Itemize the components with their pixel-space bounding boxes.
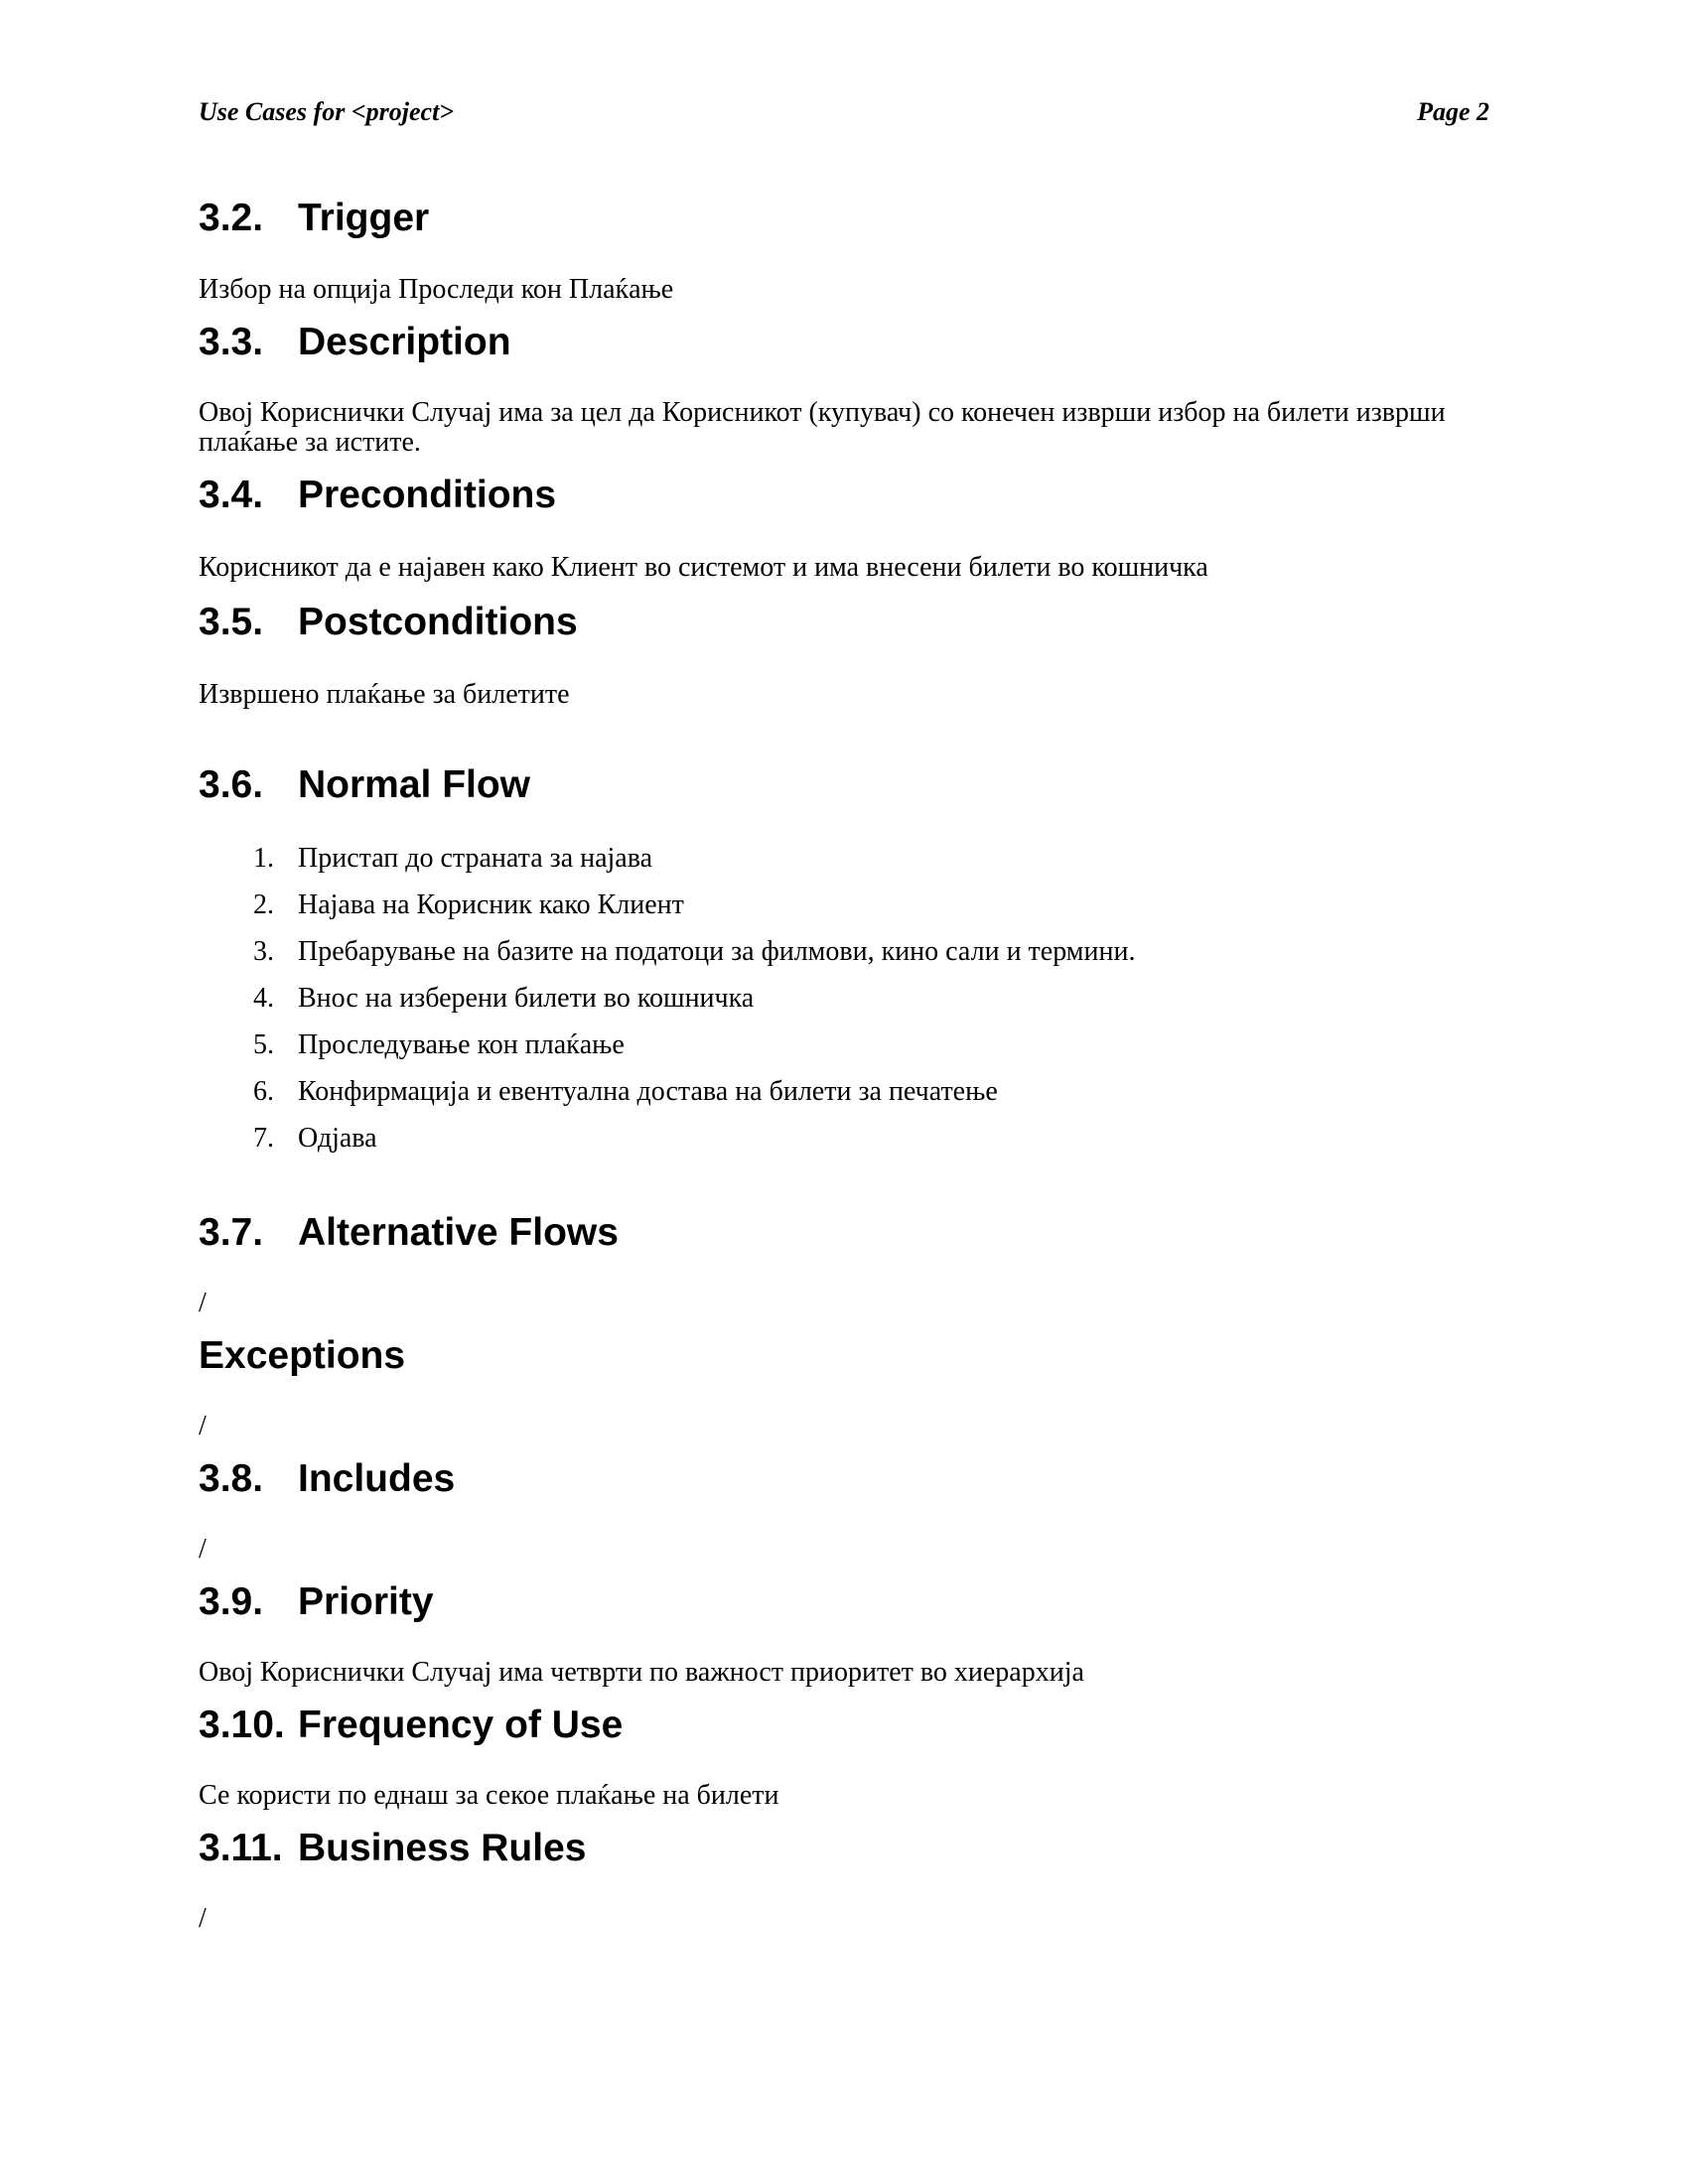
heading-title: Exceptions: [199, 1334, 406, 1377]
heading-title: Alternative Flows: [298, 1211, 619, 1254]
heading-title: Description: [298, 321, 511, 363]
list-item: [199, 1028, 1135, 1075]
heading-number: 3.3.: [199, 321, 264, 363]
list-item: [199, 1075, 1135, 1122]
list-item: [199, 888, 1135, 935]
heading-number: 3.2.: [199, 197, 264, 239]
heading-title: Priority: [298, 1580, 434, 1623]
step-number: 7.: [253, 1123, 274, 1154]
step-number: 2.: [253, 889, 274, 920]
heading-number: 3.8.: [199, 1457, 264, 1500]
list-item: [199, 982, 1135, 1028]
list-item: [199, 1122, 1135, 1168]
priority-text: Овој Кориснички Случај има четврти по важност приоритет во хиерархија: [199, 1657, 1084, 1688]
heading-number: 3.5.: [199, 601, 264, 643]
step-text: Одјава: [298, 1123, 377, 1154]
document-title: Use Cases for <project>: [199, 97, 455, 126]
list-item: [199, 935, 1135, 982]
step-text: Проследување кон плаќање: [298, 1029, 625, 1060]
step-number: 6.: [253, 1076, 274, 1107]
heading-title: Includes: [298, 1457, 456, 1500]
heading-number: 3.7.: [199, 1211, 264, 1254]
heading-business-rules: [199, 1825, 586, 1872]
heading-alternative-flows: [199, 1209, 619, 1257]
frequency-text: Се користи по еднаш за секое плаќање на билети: [199, 1780, 779, 1811]
heading-title: Trigger: [298, 197, 430, 239]
normal-flow-list: [199, 842, 1135, 1168]
exceptions-text: /: [199, 1411, 207, 1441]
list-item: [199, 842, 1135, 888]
alternative-flows-text: /: [199, 1288, 207, 1318]
page-number: Page 2: [1417, 97, 1489, 126]
heading-title: Preconditions: [298, 474, 557, 516]
postconditions-text: Извршено плаќање за билетите: [199, 679, 570, 710]
includes-text: /: [199, 1534, 207, 1565]
step-text: Пребарување на базите на податоци за филмови, кино сали и термини.: [298, 936, 1136, 967]
preconditions-text: Корисникот да е најавен како Клиент во системот и има внесени билети во кошничка: [199, 552, 1208, 583]
heading-number: 3.4.: [199, 474, 264, 516]
step-number: 1.: [253, 843, 274, 874]
heading-number: 3.10.: [199, 1704, 285, 1746]
heading-exceptions: [199, 1332, 405, 1380]
heading-description: [199, 319, 511, 366]
description-text: Овој Кориснички Случај има за цел да Корисникот (купувач) со конечен изврши избор на билети изврши плаќање за истите.: [199, 397, 1446, 458]
heading-preconditions: [199, 472, 556, 519]
heading-title: Normal Flow: [298, 763, 531, 806]
step-text: Конфирмација и евентуална достава на билети за печатење: [298, 1076, 998, 1107]
step-text: Пристап до страната за најава: [298, 843, 653, 874]
heading-trigger: [199, 195, 429, 242]
page-header: [199, 97, 1489, 137]
business-rules-text: /: [199, 1903, 207, 1934]
step-text: Внос на изберени билети во кошничка: [298, 983, 755, 1014]
step-number: 3.: [253, 936, 274, 967]
heading-frequency: [199, 1702, 623, 1749]
step-number: 5.: [253, 1029, 274, 1060]
heading-normal-flow: [199, 761, 530, 809]
heading-title: Business Rules: [298, 1827, 587, 1869]
heading-title: Postconditions: [298, 601, 578, 643]
heading-title: Frequency of Use: [298, 1704, 624, 1746]
heading-number: 3.9.: [199, 1580, 264, 1623]
trigger-text: Избор на опција Проследи кон Плаќање: [199, 274, 674, 305]
heading-postconditions: [199, 599, 578, 646]
heading-number: 3.6.: [199, 763, 264, 806]
heading-priority: [199, 1578, 434, 1626]
step-number: 4.: [253, 983, 274, 1014]
heading-number: 3.11.: [199, 1827, 283, 1869]
heading-includes: [199, 1455, 455, 1503]
step-text: Најава на Корисник како Клиент: [298, 889, 684, 920]
